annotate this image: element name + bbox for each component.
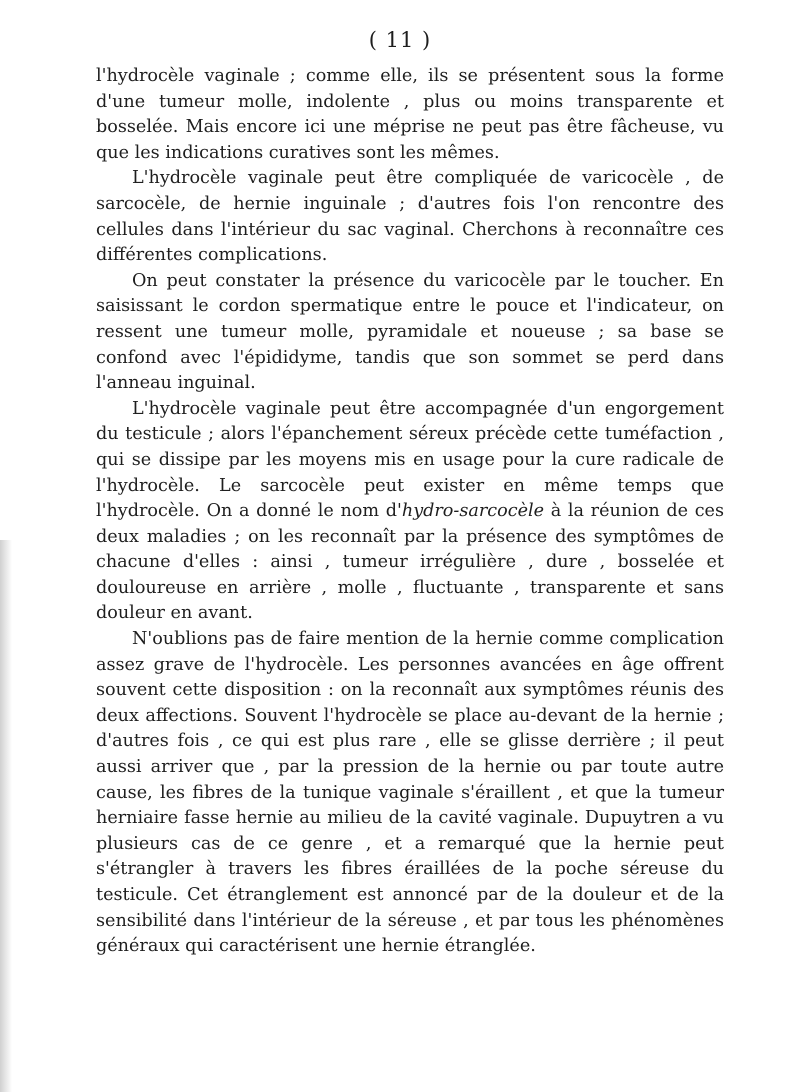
paragraph (96, 627, 724, 960)
paragraph-text: On peut constater la présence du varicocèle par le toucher. En saisissant le cordon spermatique entre le pouce et l'indicateur, on ressent une tumeur molle, pyramidale et noueuse ; sa base se confond avec l'épididyme, tandis que son sommet se perd dans l'anneau inguinal. (96, 270, 724, 394)
paragraph-text: L'hydrocèle vaginale peut être compliquée de varicocèle , de sarcocèle, de hernie inguinale ; d'autres fois l'on rencontre des cellules dans l'intérieur du sac vaginal. Cherchons à reconnaître ces différentes complications. (96, 168, 724, 266)
paragraph (96, 397, 724, 627)
paragraph-text: l'hydrocèle vaginale ; comme elle, ils se présentent sous la forme d'une tumeur molle, indolente , plus ou moins transparente et bosselée. Mais encore ici une méprise ne peut pas être fâcheuse, vu que les indications curatives sont les mêmes. (96, 66, 724, 163)
page-number: ( 11 ) (368, 28, 432, 52)
paragraph-text: L'hydrocèle vaginale peut être accompagnée d'un engorgement du testicule ; alors l'épanchement séreux précède cette tuméfaction , qui se dissipe par les moyens mis en usage pour la cure radicale de l'hydrocèle. Le sarcocèle peut exister en même temps que l'hydrocèle. On a donné le nom d' (96, 398, 724, 522)
paragraph (96, 64, 724, 166)
page-edge-shadow (0, 540, 12, 1092)
paragraph-text: à la réunion de ces deux maladies ; on les reconnaît par la présence des symptômes de chacune d'elles : ainsi , tumeur irrégulière , dure , bosselée et douloureuse en arrière , molle , fluctuante , transparente et sans douleur en avant. (96, 501, 725, 624)
paragraph (96, 269, 724, 397)
paragraph-text: N'oublions pas de faire mention de la hernie comme complication assez grave de l'hydrocèle. Les personnes avancées en âge offrent souvent cette disposition : on la reconnaît aux symptômes réunis des deux affections. Souvent l'hydrocèle se place au-devant de la hernie ; d'autres fois , ce qui est plus rare , elle se glisse derrière ; il peut aussi arriver que , par la pression de la hernie ou par toute autre cause, les fibres de la tunique vaginale s'éraillent , et que la tumeur herniaire fasse hernie au milieu de la cavité vaginale. Dupuytren a vu plusieurs cas de ce genre , et a remarqué que la hernie peut s'étrangler à travers les fibres éraillées de la poche séreuse du testicule. Cet étranglement est annoncé par de la douleur et de la sensibilité dans l'intérieur de la séreuse , et par tous les phénomènes généraux qui caractérisent une hernie étranglée. (96, 629, 724, 957)
body-text (96, 64, 724, 960)
paragraph (96, 166, 724, 268)
italic-term: hydro-sarcocèle (401, 501, 545, 522)
